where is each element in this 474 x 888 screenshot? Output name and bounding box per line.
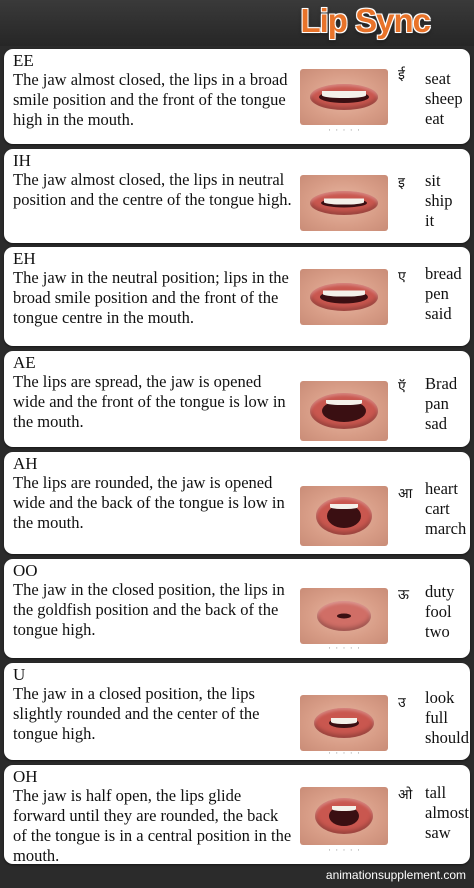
example-word: sad [425, 414, 447, 433]
example-word: sit [425, 171, 441, 190]
example-word: full [425, 708, 448, 727]
example-word: pen [425, 284, 449, 303]
example-word: cart [425, 499, 450, 518]
mouth-photo [300, 486, 388, 546]
example-word: bread [425, 264, 462, 283]
example-words [425, 264, 470, 324]
phoneme-card-oh [4, 765, 470, 864]
hindi-letter: उ [398, 695, 406, 711]
example-word: it [425, 211, 435, 230]
photo-dots: · · · · · [328, 748, 361, 758]
photo-dots: · · · · · [328, 845, 361, 855]
page-title: Lip Sync [300, 2, 430, 39]
example-word: said [425, 304, 452, 323]
example-word: sheep [425, 89, 463, 108]
example-word: ship [425, 191, 453, 210]
hindi-letter: ओ [398, 787, 413, 803]
phoneme-card-u [4, 663, 470, 760]
example-words [425, 688, 470, 748]
mouth-photo [300, 588, 388, 644]
photo-dots: · · · · · [328, 643, 361, 653]
hindi-letter: आ [398, 486, 413, 502]
example-word: look [425, 688, 455, 707]
mouth-photo [300, 269, 388, 325]
phoneme-code: IH [13, 151, 31, 170]
mouth-photo [300, 381, 388, 441]
example-words [425, 69, 470, 129]
phoneme-card-oo [4, 559, 470, 658]
phoneme-description: The jaw in a closed position, the lips slightly rounded and the center of the tongue high. [13, 684, 260, 743]
phoneme-card-ih [4, 149, 470, 243]
example-word: eat [425, 109, 445, 128]
hindi-letter: ऍ [398, 379, 406, 395]
example-words [425, 374, 470, 434]
mouth-photo [300, 787, 388, 845]
phoneme-description: The jaw is half open, the lips glide forward until they are rounded, the back of the tongue is in a central position in the mouth. [13, 786, 292, 864]
example-word: march [425, 519, 467, 538]
mouth-photo [300, 175, 388, 231]
photo-dots: · · · · · [328, 125, 361, 135]
example-words [425, 582, 470, 642]
hindi-letter: ऊ [398, 587, 409, 603]
phoneme-code: OH [13, 767, 38, 786]
phoneme-description: The jaw almost closed, the lips in neutral position and the centre of the tongue high. [13, 170, 292, 209]
example-word: tall [425, 783, 447, 802]
phoneme-description: The jaw almost closed, the lips in a broad smile position and the front of the tongue high in the mouth. [13, 70, 288, 129]
example-word: duty [425, 582, 455, 601]
header-bar [0, 0, 474, 46]
mouth-photo [300, 695, 388, 751]
phoneme-card-ah [4, 452, 470, 554]
example-word: two [425, 622, 450, 641]
example-word: Brad [425, 374, 458, 393]
example-word: almost [425, 803, 469, 822]
phoneme-card-ee [4, 49, 470, 144]
example-word: seat [425, 69, 451, 88]
phoneme-description: The jaw in the closed position, the lips in the goldfish position and the back of the tongue high. [13, 580, 285, 639]
example-word: fool [425, 602, 452, 621]
phoneme-code: AE [13, 353, 36, 372]
phoneme-code: EE [13, 51, 34, 70]
mouth-photo [300, 69, 388, 125]
hindi-letter: ए [398, 269, 406, 285]
hindi-letter: ई [398, 67, 405, 83]
example-word: should [425, 728, 470, 747]
phoneme-description: The jaw in the neutral position; lips in the broad smile position and the front of the tongue centre in the mouth. [13, 268, 289, 327]
phoneme-code: OO [13, 561, 38, 580]
phoneme-code: EH [13, 249, 36, 268]
phoneme-code: U [13, 665, 26, 684]
phoneme-code: AH [13, 454, 38, 473]
footer-site-url: animationsupplement.com [325, 868, 466, 882]
example-words [425, 783, 470, 843]
example-word: saw [425, 823, 451, 842]
phoneme-description: The lips are rounded, the jaw is opened wide and the back of the tongue is low in the mouth. [13, 473, 285, 532]
example-words [425, 171, 470, 231]
phoneme-card-eh [4, 247, 470, 346]
example-word: pan [425, 394, 449, 413]
example-word: heart [425, 479, 458, 498]
phoneme-card-ae [4, 351, 470, 447]
example-words [425, 479, 470, 539]
hindi-letter: इ [398, 175, 405, 191]
phoneme-description: The lips are spread, the jaw is opened wide and the front of the tongue is low in the mouth. [13, 372, 286, 431]
